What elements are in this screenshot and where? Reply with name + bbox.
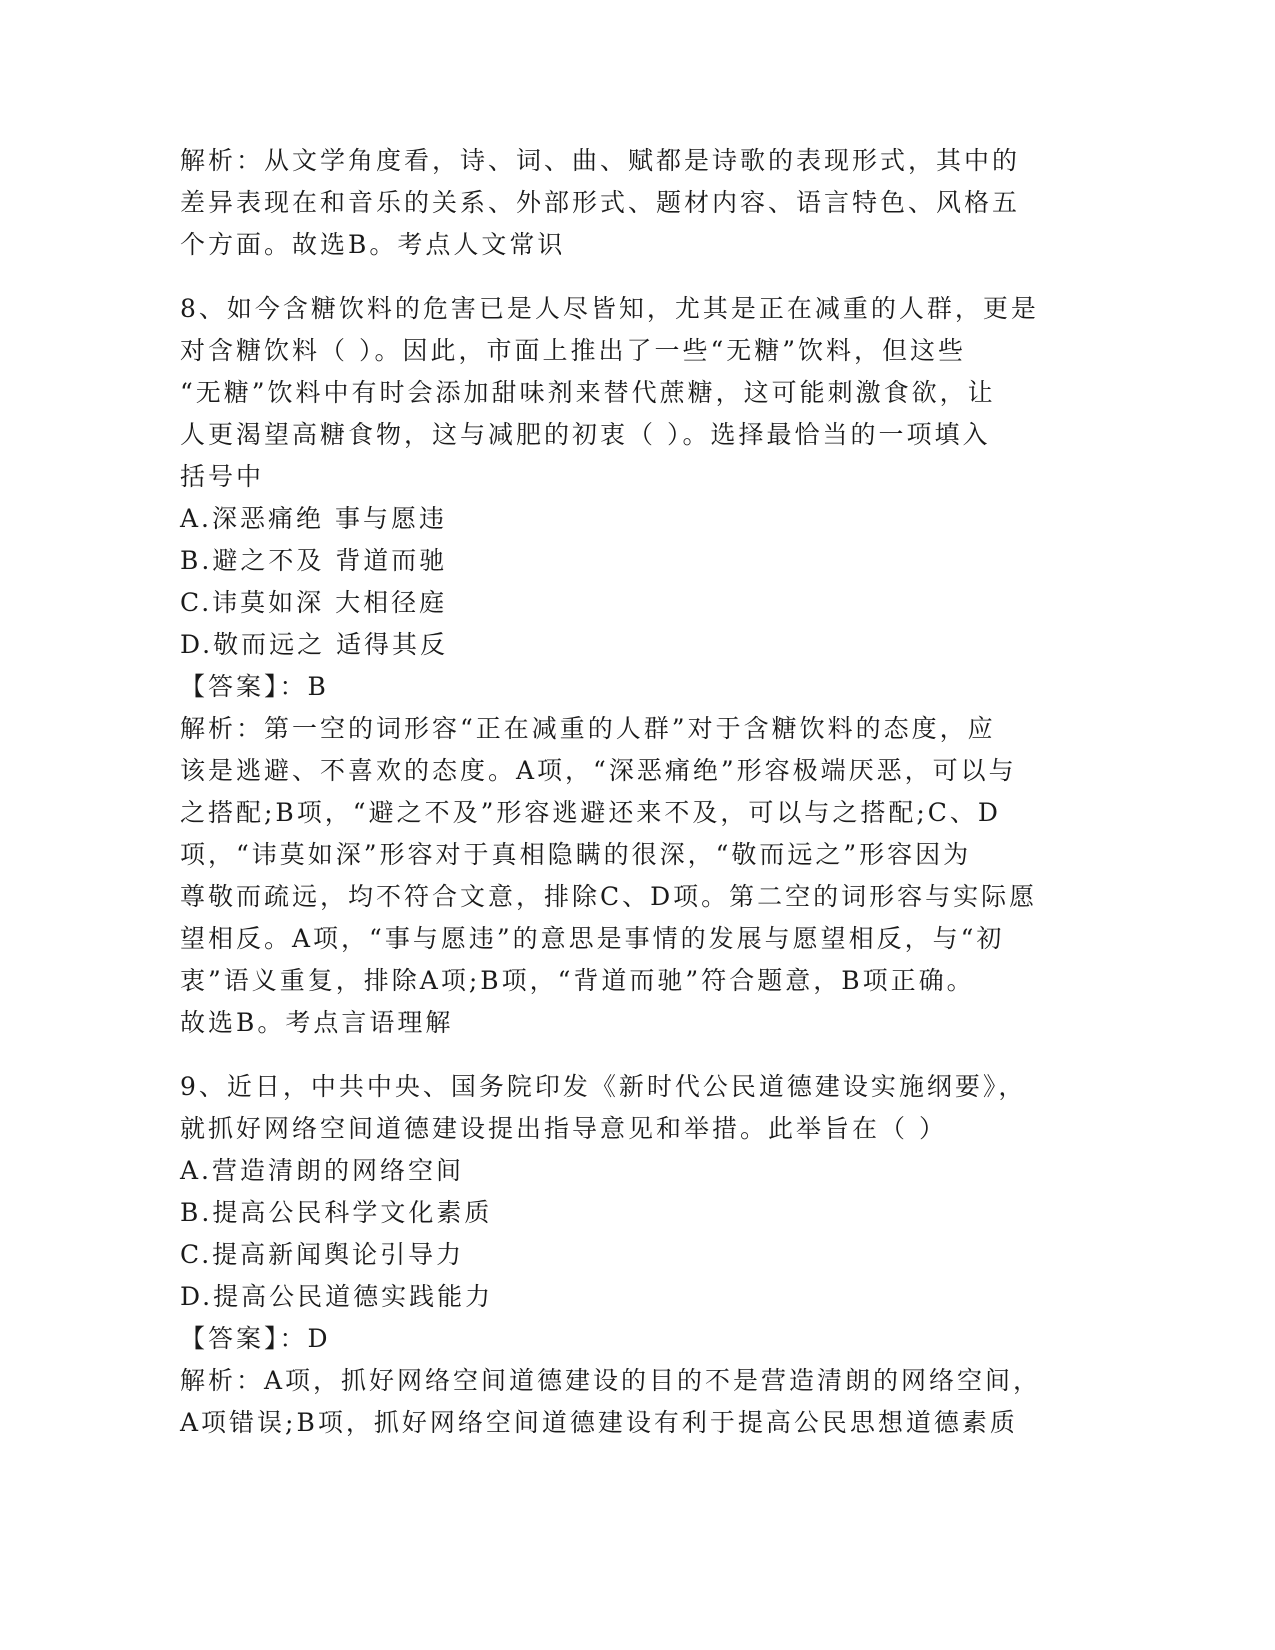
analysis-line: 差异表现在和音乐的关系、外部形式、题材内容、语言特色、风格五 — [180, 188, 1021, 217]
option-b: B.避之不及 背道而驰 — [180, 546, 448, 575]
question-stem-line: 8、如今含糖饮料的危害已是人尽皆知，尤其是正在减重的人群，更是 — [180, 294, 1039, 323]
spacer — [180, 1044, 1060, 1066]
analysis-line: 该是逃避、不喜欢的态度。A项，“深恶痛绝”形容极端厌恶，可以与 — [180, 756, 1017, 785]
analysis-line: 故选B。考点言语理解 — [180, 1008, 454, 1037]
option-a: A.深恶痛绝 事与愿违 — [180, 504, 447, 533]
analysis-line: A项错误;B项，抓好网络空间道德建设有利于提高公民思想道德素质 — [180, 1408, 1018, 1437]
option-c: C.讳莫如深 大相径庭 — [180, 588, 448, 617]
question-stem-line: 人更渴望高糖食物，这与减肥的初衷（ ）。选择最恰当的一项填入 — [180, 420, 991, 449]
analysis-line: 解析：从文学角度看，诗、词、曲、赋都是诗歌的表现形式，其中的 — [180, 146, 1021, 175]
option-d: D.提高公民道德实践能力 — [180, 1282, 494, 1311]
analysis-line: 项，“讳莫如深”形容对于真相隐瞒的很深，“敬而远之”形容因为 — [180, 840, 972, 869]
question-stem-line: “无糖”饮料中有时会添加甜味剂来替代蔗糖，这可能刺激食欲，让 — [180, 378, 996, 407]
previous-analysis — [180, 140, 1060, 266]
option-c: C.提高新闻舆论引导力 — [180, 1240, 465, 1269]
question-stem-line: 就抓好网络空间道德建设提出指导意见和举措。此举旨在（ ） — [180, 1114, 947, 1143]
spacer — [180, 266, 1060, 288]
analysis-line: 望相反。A项，“事与愿违”的意思是事情的发展与愿望相反，与“初 — [180, 924, 1005, 953]
analysis-line: 之搭配;B项，“避之不及”形容逃避还来不及，可以与之搭配;C、D — [180, 798, 1001, 827]
option-a: A.营造清朗的网络空间 — [180, 1156, 465, 1185]
document-page — [180, 140, 1060, 1444]
answer-line: 【答案】：B — [180, 672, 329, 701]
question-stem-line: 9、近日，中共中央、国务院印发《新时代公民道德建设实施纲要》， — [180, 1072, 1027, 1101]
analysis-line: 衷”语义重复，排除A项;B项，“背道而驰”符合题意，B项正确。 — [180, 966, 975, 995]
analysis-line: 尊敬而疏远，均不符合文意，排除C、D项。第二空的词形容与实际愿 — [180, 882, 1038, 911]
question-8 — [180, 288, 1060, 1044]
option-b: B.提高公民科学文化素质 — [180, 1198, 493, 1227]
question-9 — [180, 1066, 1060, 1444]
analysis-line: 解析：A项，抓好网络空间道德建设的目的不是营造清朗的网络空间， — [180, 1366, 1042, 1395]
answer-line: 【答案】：D — [180, 1324, 331, 1353]
option-d: D.敬而远之 适得其反 — [180, 630, 449, 659]
question-stem-line: 括号中 — [180, 462, 265, 491]
analysis-line: 个方面。故选B。考点人文常识 — [180, 230, 566, 259]
analysis-line: 解析：第一空的词形容“正在减重的人群”对于含糖饮料的态度，应 — [180, 714, 996, 743]
question-stem-line: 对含糖饮料（ ）。因此，市面上推出了一些“无糖”饮料，但这些 — [180, 336, 967, 365]
